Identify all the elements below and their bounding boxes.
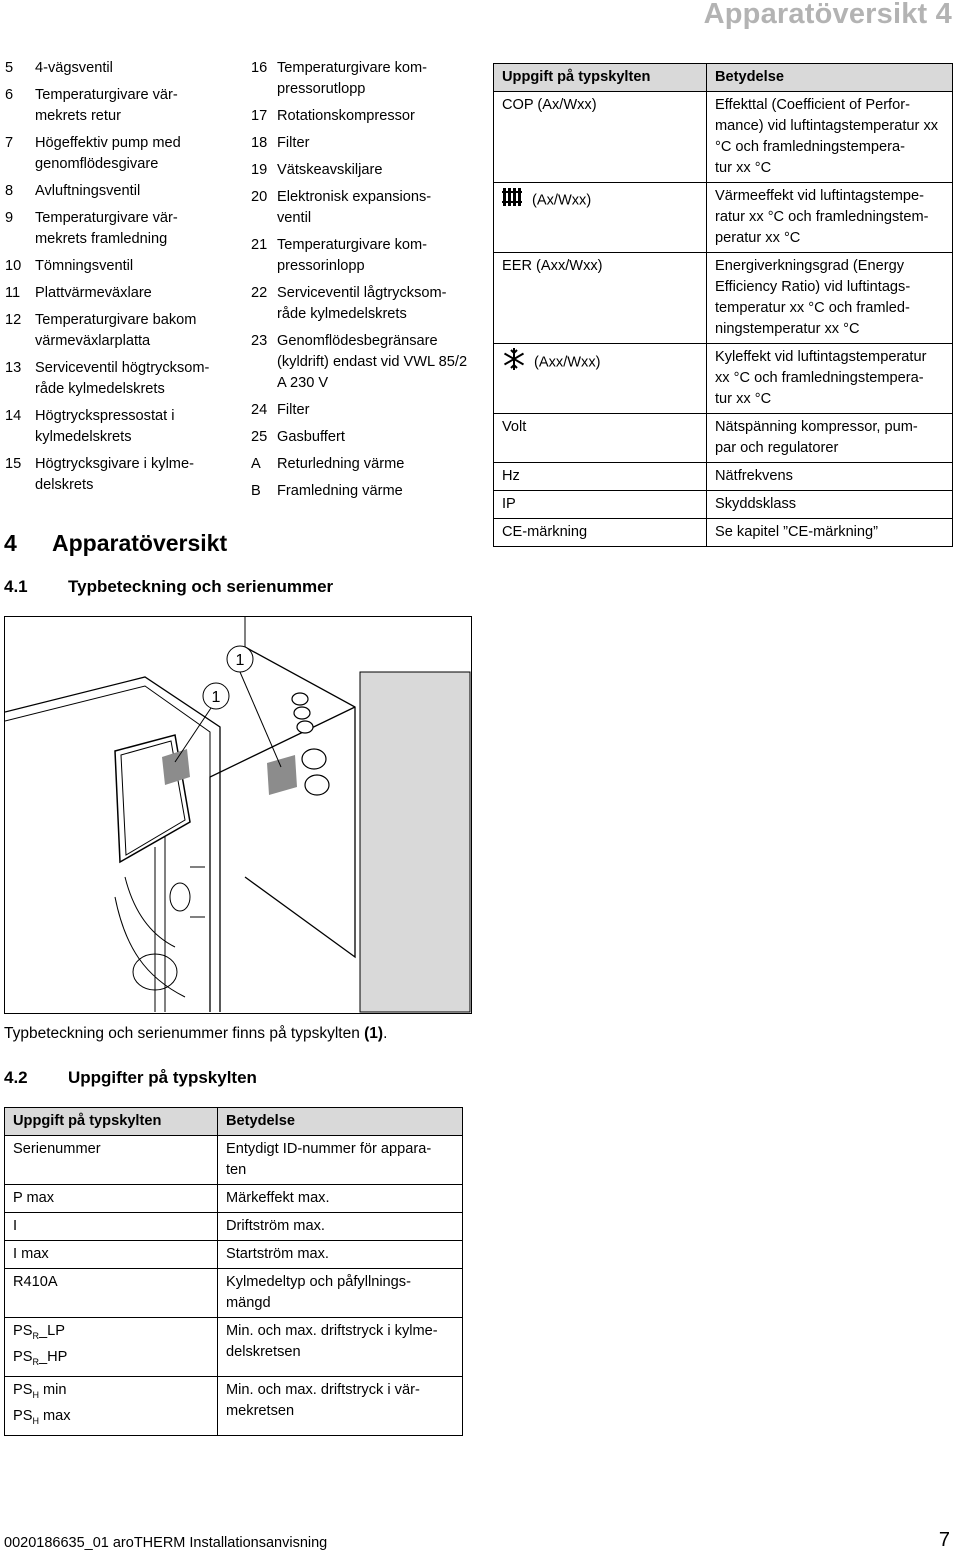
legend-item-number: 25 bbox=[251, 429, 268, 445]
table-cell-item: CE-märkning bbox=[494, 519, 707, 547]
legend-item bbox=[5, 283, 215, 304]
component-legend-left bbox=[5, 58, 215, 496]
table-cell-meaning: Min. och max. driftstryck i vär- mekretsen bbox=[218, 1376, 463, 1435]
table-cell-meaning: Märkeffekt max. bbox=[218, 1185, 463, 1213]
legend-item bbox=[251, 331, 471, 394]
table-row bbox=[494, 253, 953, 344]
legend-item bbox=[251, 106, 471, 127]
callout-1-left: 1 bbox=[211, 689, 221, 706]
legend-item bbox=[5, 208, 215, 250]
table-cell-item: (Axx/Wxx) bbox=[494, 344, 707, 414]
snowflake-icon bbox=[502, 347, 526, 378]
table-row bbox=[494, 519, 953, 547]
section-title: Apparatöversikt bbox=[52, 530, 228, 556]
legend-item-text: Temperaturgivare vär- mekrets retur bbox=[35, 87, 178, 124]
subsection-heading-4-2 bbox=[4, 1068, 257, 1088]
table-row bbox=[494, 92, 953, 183]
table-cell-meaning: Min. och max. driftstryck i kylme- delskretsen bbox=[218, 1318, 463, 1377]
legend-item bbox=[5, 454, 215, 496]
table-row bbox=[494, 183, 953, 253]
component-legend-right bbox=[251, 58, 471, 502]
legend-item-number: 6 bbox=[5, 87, 14, 103]
legend-item bbox=[251, 454, 471, 475]
legend-item-number: A bbox=[251, 456, 261, 472]
table-cell-meaning: Kyleffekt vid luftintagstemperatur xx °C och framledningstempera- tur xx °C bbox=[707, 344, 953, 414]
table-cell-meaning: Skyddsklass bbox=[707, 491, 953, 519]
legend-item bbox=[5, 256, 215, 277]
legend-item-text: Plattvärmeväxlare bbox=[35, 285, 152, 301]
subsection-heading-4-1 bbox=[4, 577, 333, 597]
table-cell-item: $PS_R\_LP$ $PS_R\_HP$ bbox=[5, 1318, 218, 1377]
legend-item-text: Tömningsventil bbox=[35, 258, 134, 274]
section-heading bbox=[4, 530, 227, 557]
unit-illustration bbox=[4, 616, 472, 1014]
table-row bbox=[5, 1318, 463, 1377]
legend-item-number: 24 bbox=[251, 402, 268, 418]
legend-item bbox=[5, 133, 215, 175]
legend-item bbox=[5, 310, 215, 352]
legend-item-text: Avluftningsventil bbox=[35, 183, 141, 199]
table-cell-item: I max bbox=[5, 1241, 218, 1269]
legend-item bbox=[251, 187, 471, 229]
legend-item-number: 15 bbox=[5, 456, 22, 472]
table-cell-meaning: Värmeeffekt vid luftintagstempe- ratur xx °C och framledningstem- peratur xx °C bbox=[707, 183, 953, 253]
table-cell-item: $PS_H$ min $PS_H$ max bbox=[5, 1376, 218, 1435]
radiator-icon bbox=[502, 186, 524, 215]
legend-item-number: 13 bbox=[5, 360, 22, 376]
legend-item-number: 7 bbox=[5, 135, 14, 151]
footer-document-id: 0020186635_01 aroTHERM Installationsanvisning bbox=[4, 1535, 328, 1551]
legend-item-text: Returledning värme bbox=[277, 456, 405, 472]
legend-item-number: 9 bbox=[5, 210, 14, 226]
table-cell-meaning: Entydigt ID-nummer för appara- ten bbox=[218, 1136, 463, 1185]
subsection-title: Uppgifter på typskylten bbox=[68, 1068, 257, 1087]
table-cell-meaning: Nätfrekvens bbox=[707, 463, 953, 491]
legend-item bbox=[5, 406, 215, 448]
legend-item-number: 22 bbox=[251, 285, 268, 301]
table-cell-meaning: Nätspänning kompressor, pum- par och regulatorer bbox=[707, 414, 953, 463]
legend-item-text: Filter bbox=[277, 135, 310, 151]
table-header-meaning: Betydelse bbox=[218, 1108, 463, 1136]
subsection-number: 4.1 bbox=[4, 577, 28, 596]
table-header-meaning: Betydelse bbox=[707, 64, 953, 92]
table-cell-item: P max bbox=[5, 1185, 218, 1213]
legend-item bbox=[251, 133, 471, 154]
table-cell-meaning: Driftström max. bbox=[218, 1213, 463, 1241]
table-cell-meaning: Se kapitel ”CE-märkning” bbox=[707, 519, 953, 547]
legend-item-number: 11 bbox=[5, 285, 21, 301]
type-plate-table bbox=[4, 1107, 463, 1436]
legend-item bbox=[251, 160, 471, 181]
table-cell-item: Hz bbox=[494, 463, 707, 491]
legend-item-number: 12 bbox=[5, 312, 22, 328]
legend-item-number: 10 bbox=[5, 258, 22, 274]
legend-item-number: 5 bbox=[5, 60, 14, 76]
type-plate-note: Typbeteckning och serienummer finns på typskylten (1). bbox=[4, 1025, 388, 1042]
legend-item-number: 16 bbox=[251, 60, 268, 76]
table-cell-item: I bbox=[5, 1213, 218, 1241]
legend-item-number: 19 bbox=[251, 162, 268, 178]
callout-1-top: 1 bbox=[235, 652, 245, 669]
legend-item-text: Högtrycksgivare i kylme- delskrets bbox=[35, 456, 194, 493]
subsection-title: Typbeteckning och serienummer bbox=[68, 577, 334, 596]
table-row bbox=[5, 1136, 463, 1185]
table-cell-item: R410A bbox=[5, 1269, 218, 1318]
table-header-item: Uppgift på typskylten bbox=[494, 64, 707, 92]
legend-item-number: 23 bbox=[251, 333, 268, 349]
legend-item-text: Filter bbox=[277, 402, 310, 418]
type-plate-reference: (1) bbox=[364, 1025, 384, 1042]
table-row bbox=[494, 491, 953, 519]
legend-item-text: Rotationskompressor bbox=[277, 108, 415, 124]
table-row bbox=[5, 1213, 463, 1241]
legend-item-text: Temperaturgivare kom- pressorutlopp bbox=[277, 60, 428, 97]
legend-item-number: 8 bbox=[5, 183, 14, 199]
table-row bbox=[494, 344, 953, 414]
page-header-title: Apparatöversikt 4 bbox=[703, 0, 952, 30]
table-cell-item: COP (Ax/Wxx) bbox=[494, 92, 707, 183]
legend-item-number: 17 bbox=[251, 108, 268, 124]
table-header-item: Uppgift på typskylten bbox=[5, 1108, 218, 1136]
subsection-number: 4.2 bbox=[4, 1068, 28, 1087]
table-cell-item: IP bbox=[494, 491, 707, 519]
legend-item-number: 14 bbox=[5, 408, 22, 424]
legend-item bbox=[251, 283, 471, 325]
table-cell-meaning: Kylmedeltyp och påfyllnings- mängd bbox=[218, 1269, 463, 1318]
legend-item-text: Temperaturgivare kom- pressorinlopp bbox=[277, 237, 428, 274]
legend-item bbox=[5, 181, 215, 202]
table-cell-item: Serienummer bbox=[5, 1136, 218, 1185]
legend-item-text: Temperaturgivare bakom värmeväxlarplatta bbox=[35, 312, 197, 349]
legend-item bbox=[5, 58, 215, 79]
legend-item bbox=[251, 400, 471, 421]
legend-item-text: Serviceventil högtrycksom- råde kylmedelskrets bbox=[35, 360, 210, 397]
section-number: 4 bbox=[4, 530, 17, 556]
legend-item-text: Genomflödesbegränsare (kyldrift) endast vid VWL 85/2 A 230 V bbox=[277, 333, 468, 391]
type-plate-table-symbols bbox=[493, 63, 953, 547]
legend-item bbox=[5, 85, 215, 127]
legend-item bbox=[5, 358, 215, 400]
legend-item-text: Serviceventil lågtrycksom- råde kylmedelskrets bbox=[277, 285, 447, 322]
legend-item-text: Elektronisk expansions- ventil bbox=[277, 189, 432, 226]
table-row bbox=[5, 1185, 463, 1213]
table-row bbox=[5, 1241, 463, 1269]
heat-pump-drawing bbox=[5, 617, 471, 1013]
table-cell-meaning: Energiverkningsgrad (Energy Efficiency Ratio) vid luftintags- temperatur xx °C och framled- ningstemperatur xx °C bbox=[707, 253, 953, 344]
table-cell-item: EER (Axx/Wxx) bbox=[494, 253, 707, 344]
table-row bbox=[494, 463, 953, 491]
legend-item-number: B bbox=[251, 483, 261, 499]
table-cell-item: (Ax/Wxx) bbox=[494, 183, 707, 253]
legend-item-text: Gasbuffert bbox=[277, 429, 345, 445]
table-row bbox=[5, 1269, 463, 1318]
table-cell-meaning: Startström max. bbox=[218, 1241, 463, 1269]
legend-item-number: 20 bbox=[251, 189, 268, 205]
legend-item-text: Högtryckspressostat i kylmedelskrets bbox=[35, 408, 175, 445]
legend-item-text: Högeffektiv pump med genomflödesgivare bbox=[35, 135, 181, 172]
legend-item bbox=[251, 427, 471, 448]
table-row bbox=[494, 414, 953, 463]
table-cell-meaning: Effekttal (Coefficient of Perfor- mance) vid luftintagstemperatur xx °C och framledningstempera- tur xx °C bbox=[707, 92, 953, 183]
legend-item-number: 18 bbox=[251, 135, 268, 151]
legend-item bbox=[251, 481, 471, 502]
table-row bbox=[5, 1376, 463, 1435]
legend-item-text: Framledning värme bbox=[277, 483, 403, 499]
legend-item bbox=[251, 58, 471, 100]
legend-item bbox=[251, 235, 471, 277]
page-number: 7 bbox=[938, 1529, 950, 1551]
legend-item-text: Vätskeavskiljare bbox=[277, 162, 383, 178]
legend-item-text: Temperaturgivare vär- mekrets framledning bbox=[35, 210, 178, 247]
legend-item-number: 21 bbox=[251, 237, 268, 253]
table-cell-item: Volt bbox=[494, 414, 707, 463]
legend-item-text: 4-vägsventil bbox=[35, 60, 113, 76]
